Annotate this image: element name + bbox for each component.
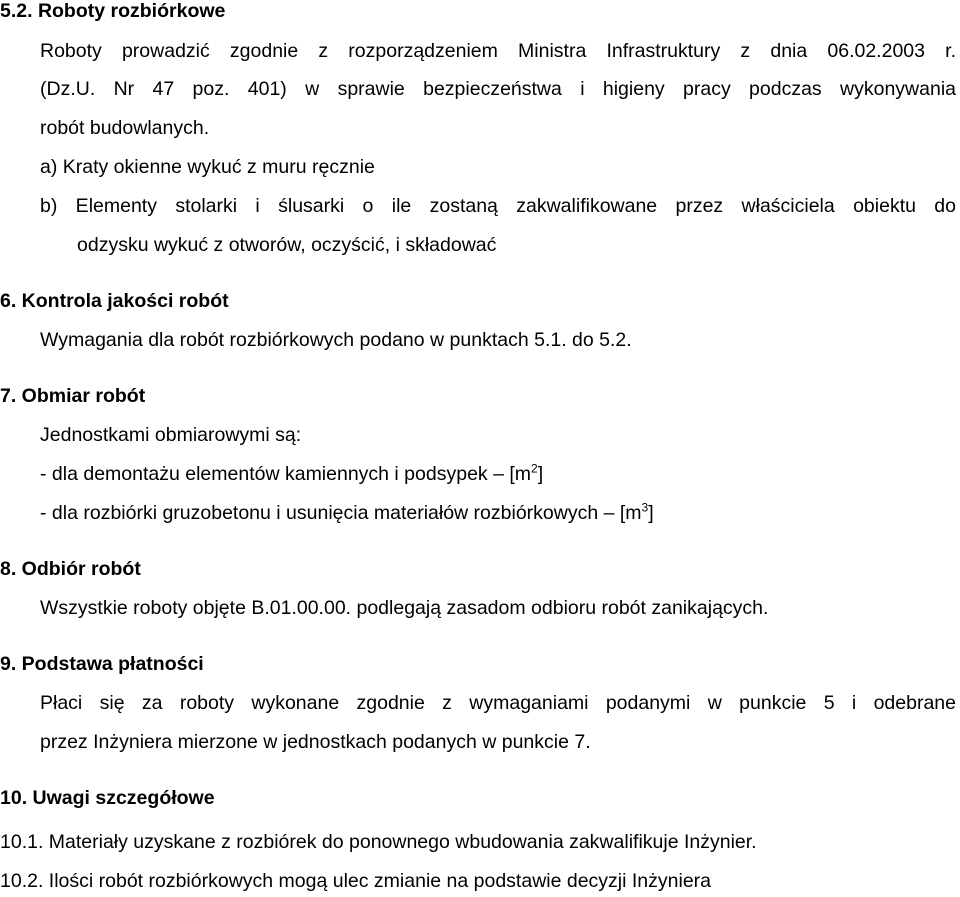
- section-7-item-1-end: ]: [537, 463, 544, 485]
- section-5-2-paragraph-line-1: Roboty prowadzić zgodnie z rozporządzeniem Ministra Infrastruktury z dnia 06.02.2003 r.: [40, 40, 956, 62]
- section-5-2-heading: 5.2. Roboty rozbiórkowe: [0, 0, 226, 22]
- section-7-item-1-text: - dla demontażu elementów kamiennych i podsypek – [m: [40, 463, 532, 485]
- section-8-heading: 8. Odbiór robót: [0, 558, 141, 580]
- section-9-heading: 9. Podstawa płatności: [0, 653, 204, 675]
- section-7-heading: 7. Obmiar robót: [0, 385, 146, 407]
- section-6-heading: 6. Kontrola jakości robót: [0, 290, 229, 312]
- section-7-item-1: [40, 463, 543, 486]
- section-7-item-2-end: ]: [648, 502, 654, 524]
- section-8-text: Wszystkie roboty objęte B.01.00.00. podlegają zasadom odbioru robót zanikających.: [40, 597, 769, 619]
- section-7-item-1-sup: 2: [531, 461, 538, 476]
- section-9-line-2: przez Inżyniera mierzone w jednostkach podanych w punkcie 7.: [40, 731, 591, 753]
- section-10-heading: 10. Uwagi szczegółowe: [0, 787, 215, 809]
- section-5-2-item-a: a) Kraty okienne wykuć z muru ręcznie: [40, 156, 375, 178]
- section-5-2-item-b-line-2: odzysku wykuć z otworów, oczyścić, i składować: [77, 234, 497, 256]
- section-5-2-paragraph-line-3: robót budowlanych.: [40, 117, 210, 139]
- section-7-item-2-text: - dla rozbiórki gruzobetonu i usunięcia materiałów rozbiórkowych – [m: [40, 502, 642, 524]
- section-7-item-2: [40, 502, 654, 525]
- section-6-text: Wymagania dla robót rozbiórkowych podano w punktach 5.1. do 5.2.: [40, 329, 632, 351]
- section-10-item-1: 10.1. Materiały uzyskane z rozbiórek do ponownego wbudowania zakwalifikuje Inżynier.: [0, 831, 757, 853]
- section-10-item-2: 10.2. Ilości robót rozbiórkowych mogą ulec zmianie na podstawie decyzji Inżyniera: [0, 870, 712, 892]
- section-7-item-2-sup: 3: [641, 500, 649, 515]
- section-7-intro: Jednostkami obmiarowymi są:: [40, 424, 302, 446]
- section-5-2-paragraph-line-2: (Dz.U. Nr 47 poz. 401) w sprawie bezpieczeństwa i higieny pracy podczas wykonywania: [40, 78, 956, 100]
- section-5-2-item-b-line-1: b) Elementy stolarki i ślusarki o ile zostaną zakwalifikowane przez właściciela obiektu do: [40, 195, 956, 217]
- section-9-line-1: Płaci się za roboty wykonane zgodnie z wymaganiami podanymi w punkcie 5 i odebrane: [40, 692, 956, 714]
